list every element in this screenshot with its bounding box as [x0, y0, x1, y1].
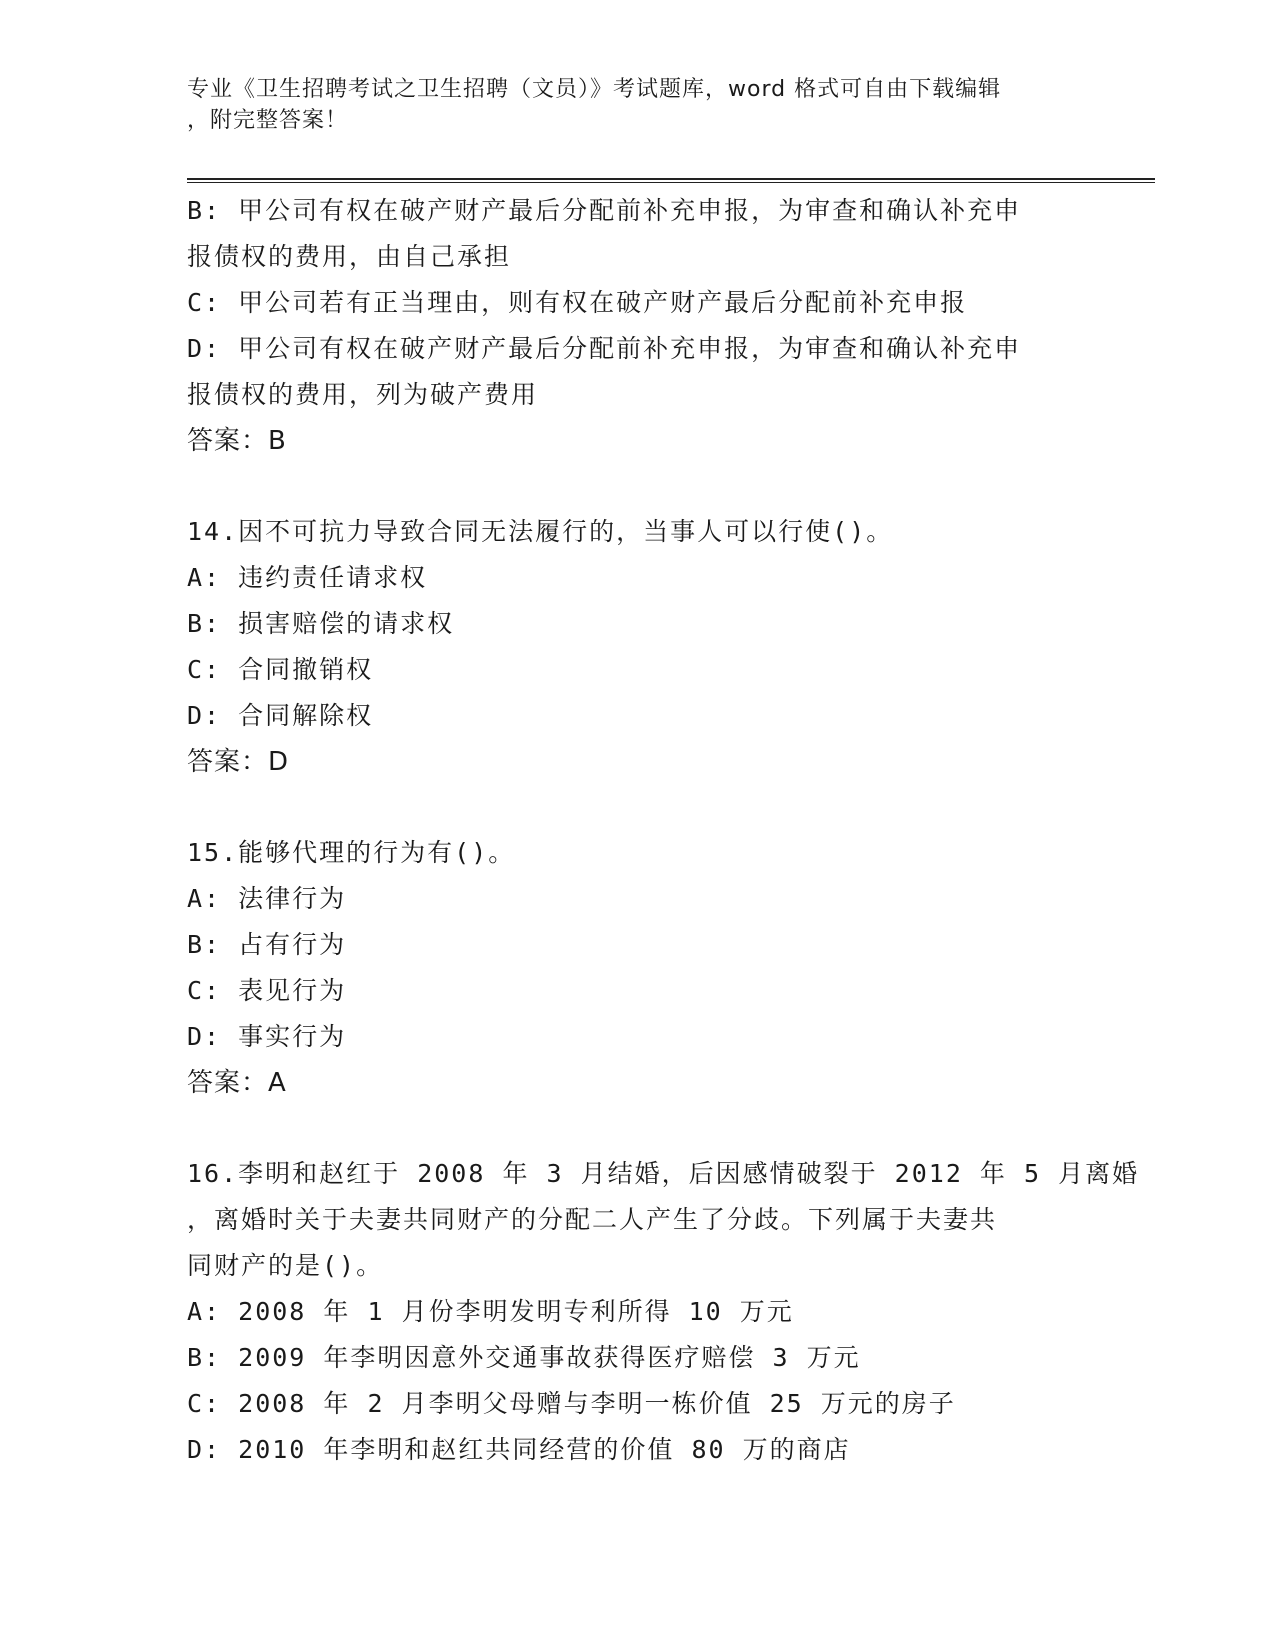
option-c: C: 甲公司若有正当理由，则有权在破产财产最后分配前补充申报: [187, 288, 968, 317]
spacer: [187, 785, 1087, 830]
option-d: D: 2010 年李明和赵红共同经营的价值 80 万的商店: [187, 1435, 851, 1464]
question-stem-continued: ，离婚时关于夫妻共同财产的分配二人产生了分歧。下列属于夫妻共: [187, 1205, 998, 1234]
header-note-line-2: ，附完整答案！: [187, 108, 349, 133]
question-15: [187, 830, 1087, 1106]
document-header-note: [187, 74, 1087, 136]
question-stem: 14.因不可抗力导致合同无法履行的，当事人可以行使()。: [187, 517, 894, 546]
question-stem: 15.能够代理的行为有()。: [187, 838, 516, 867]
answer-label: 答案：A: [187, 1068, 287, 1098]
option-b: B: 2009 年李明因意外交通事故获得医疗赔偿 3 万元: [187, 1343, 861, 1372]
header-divider: [187, 178, 1155, 183]
option-d: D: 甲公司有权在破产财产最后分配前补充申报，为审查和确认补充申: [187, 334, 1022, 363]
answer-label: 答案：D: [187, 747, 290, 777]
option-c: C: 2008 年 2 月李明父母赠与李明一栋价值 25 万元的房子: [187, 1389, 956, 1418]
question-stem-continued: 同财产的是()。: [187, 1251, 384, 1280]
option-d: D: 合同解除权: [187, 701, 374, 730]
option-b-continued: 报债权的费用，由自己承担: [187, 242, 512, 271]
answer-label: 答案：B: [187, 426, 287, 456]
option-d-continued: 报债权的费用，列为破产费用: [187, 380, 539, 409]
option-a: A: 法律行为: [187, 884, 347, 913]
option-c: C: 表见行为: [187, 976, 347, 1005]
option-a: A: 2008 年 1 月份李明发明专利所得 10 万元: [187, 1297, 794, 1326]
option-b: B: 占有行为: [187, 930, 347, 959]
spacer: [187, 464, 1087, 509]
option-b: B: 损害赔偿的请求权: [187, 609, 455, 638]
option-b: B: 甲公司有权在破产财产最后分配前补充申报，为审查和确认补充申: [187, 196, 1022, 225]
question-13-continued: [187, 188, 1087, 464]
header-note-line-1: 专业《卫生招聘考试之卫生招聘（文员）》考试题库，word 格式可自由下载编辑: [187, 77, 1002, 102]
option-d: D: 事实行为: [187, 1022, 347, 1051]
question-stem: 16.李明和赵红于 2008 年 3 月结婚，后因感情破裂于 2012 年 5 月离婚: [187, 1159, 1140, 1188]
spacer: [187, 1106, 1087, 1151]
question-list: [187, 188, 1140, 1473]
question-16: [187, 1151, 1140, 1473]
question-14: [187, 509, 1087, 785]
option-c: C: 合同撤销权: [187, 655, 374, 684]
option-a: A: 违约责任请求权: [187, 563, 428, 592]
